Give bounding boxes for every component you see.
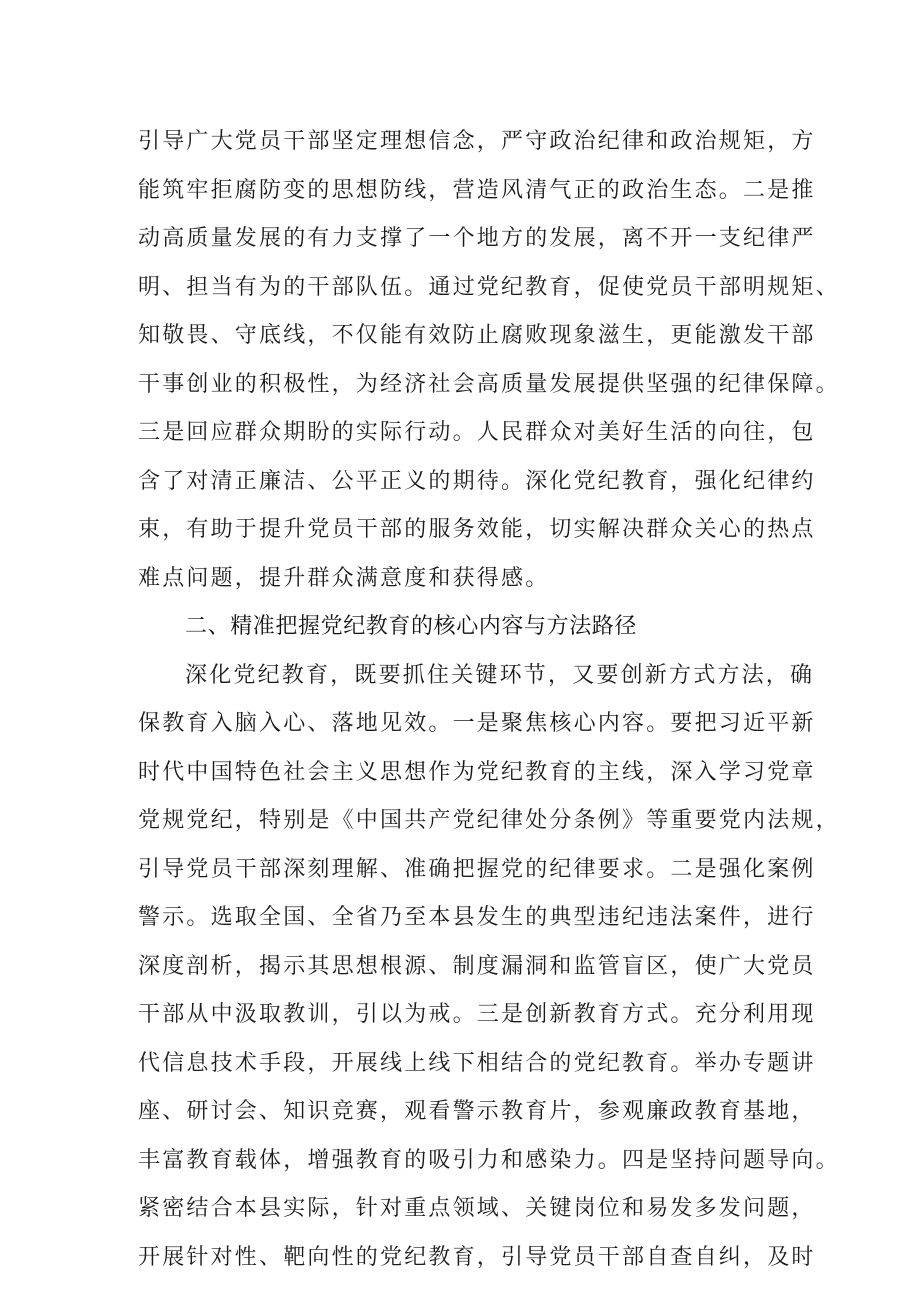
- text-line: 保教育入脑入心、落地见效。一是聚焦核心内容。要把习近平新: [138, 711, 816, 736]
- text-line: 干部从中汲取教训，引以为戒。三是创新教育方式。充分利用现: [138, 1002, 816, 1027]
- text-line: 难点问题，提升群众满意度和获得感。: [138, 565, 550, 591]
- paragraph-1: [138, 118, 840, 603]
- paragraph-2: [138, 652, 840, 1283]
- text-line: 警示。选取全国、全省乃至本县发生的典型违纪违法案件，进行: [138, 905, 816, 930]
- text-line: 引导广大党员干部坚定理想信念，严守政治纪律和政治规矩，方: [138, 129, 816, 154]
- text-line: 干事创业的积极性，为经济社会高质量发展提供坚强的纪律保障。: [138, 371, 840, 397]
- text-line: 党规党纪，特别是《中国共产党纪律处分条例》等重要党内法规，: [138, 808, 840, 833]
- text-line: 知敬畏、守底线，不仅能有效防止腐败现象滋生，更能激发干部: [138, 323, 816, 348]
- document-body: [138, 118, 840, 1282]
- text-line: 深化党纪教育，既要抓住关键环节，又要创新方式方法，确: [185, 662, 815, 688]
- text-line: 含了对清正廉洁、公平正义的期待。深化党纪教育，强化纪律约: [138, 468, 816, 494]
- text-line: 三是回应群众期盼的实际行动。人民群众对美好生活的向往，包: [138, 420, 816, 445]
- text-line: 深度剖析，揭示其思想根源、制度漏洞和监管盲区，使广大党员: [138, 953, 816, 979]
- text-line: 开展针对性、靶向性的党纪教育，引导党员干部自查自纠，及时: [138, 1244, 816, 1270]
- text-line: 代信息技术手段，开展线上线下相结合的党纪教育。举办专题讲: [138, 1050, 816, 1076]
- text-line: 紧密结合本县实际，针对重点领域、关键岗位和易发多发问题，: [138, 1196, 816, 1221]
- text-line: 动高质量发展的有力支撑了一个地方的发展，离不开一支纪律严: [138, 226, 816, 251]
- text-line: 时代中国特色社会主义思想作为党纪教育的主线，深入学习党章: [138, 759, 816, 785]
- text-line: 座、研讨会、知识竞赛，观看警示教育片，参观廉政教育基地，: [138, 1099, 816, 1124]
- text-line: 丰富教育载体，增强教育的吸引力和感染力。四是坚持问题导向。: [138, 1147, 840, 1173]
- text-line: 能筑牢拒腐防变的思想防线，营造风清气正的政治生态。二是推: [138, 177, 816, 203]
- text-line: 引导党员干部深刻理解、准确把握党的纪律要求。二是强化案例: [138, 856, 816, 882]
- section-heading: 二、精准把握党纪教育的核心内容与方法路径: [185, 614, 638, 639]
- text-line: 明、担当有为的干部队伍。通过党纪教育，促使党员干部明规矩、: [138, 274, 840, 300]
- text-line: 束，有助于提升党员干部的服务效能，切实解决群众关心的热点: [138, 517, 816, 542]
